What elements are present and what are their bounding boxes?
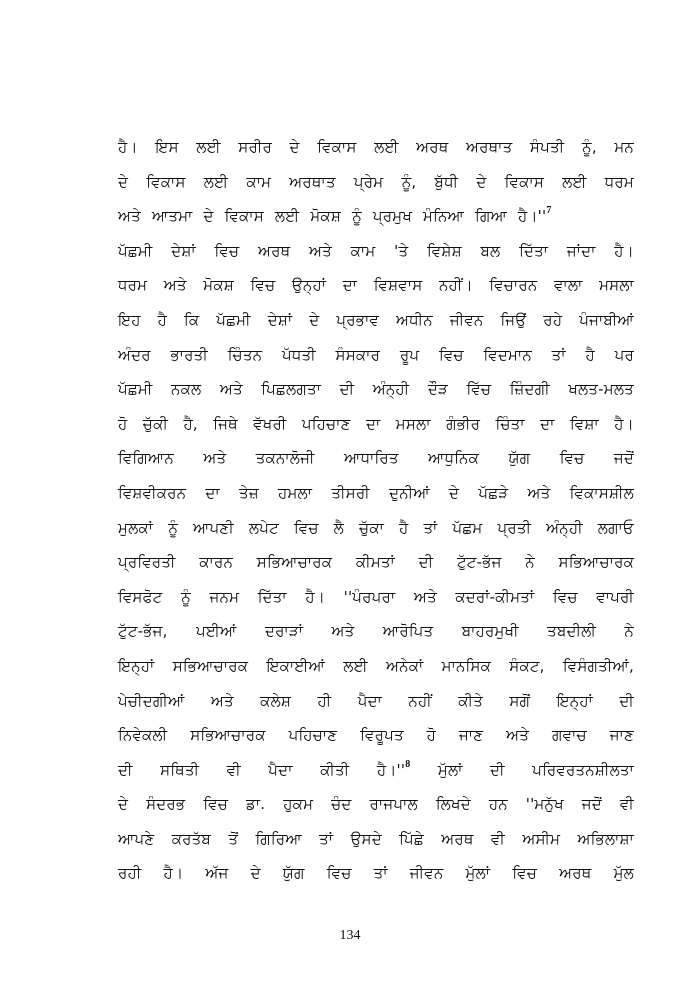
text-line bbox=[118, 580, 634, 615]
text-line bbox=[118, 614, 634, 649]
line-text: ਨਿਵੇਕਲੀ ਸਭਿਆਚਾਰਕ ਪਹਿਚਾਣ ਵਿਰੂਪਤ ਹੋ ਜਾਣ ਅਤੇ ਗਵਾਚ ਜਾਣ bbox=[118, 726, 634, 745]
text-line bbox=[118, 338, 634, 373]
text-line bbox=[118, 718, 634, 753]
text-line bbox=[118, 303, 634, 338]
text-line bbox=[118, 753, 634, 788]
footnote-marker: 7 bbox=[546, 205, 552, 217]
text-line bbox=[118, 649, 634, 684]
line-text: ਧਰਮ ਅਤੇ ਮੋਕਸ਼ ਵਿਚ ਉਨ੍ਹਾਂ ਦਾ ਵਿਸ਼ਵਾਸ ਨਹੀਂ। ਵਿਚਾਰਨ ਵਾਲਾ ਮਸਲਾ bbox=[118, 276, 634, 295]
line-text: ਰਹੀ ਹੈ। ਅੱਜ ਦੇ ਯੁੱਗ ਵਿਚ ਤਾਂ ਜੀਵਨ ਮੁੱਲਾਂ ਵਿਚ ਅਰਥ ਮੁੱਲ bbox=[118, 864, 634, 883]
line-text: ਇਨ੍ਹਾਂ ਸਭਿਆਚਾਰਕ ਇਕਾਈਆਂ ਲਈ ਅਨੇਕਾਂ ਮਾਨਸਿਕ ਸੰਕਟ, ਵਿਸੰਗਤੀਆਂ, bbox=[118, 656, 634, 675]
page-number: 134 bbox=[339, 928, 361, 943]
text-line bbox=[118, 268, 634, 303]
text-line bbox=[118, 545, 634, 580]
text-line bbox=[118, 234, 634, 269]
line-text: ਟੁੱਟ-ਭੱਜ, ਪਈਆਂ ਦਰਾੜਾਂ ਅਤੇ ਆਰੋਪਿਤ ਬਾਹਰਮੁਖੀ ਤਬਦੀਲੀ ਨੇ bbox=[118, 622, 634, 641]
line-text: ਆਪਣੇ ਕਰਤੱਬ ਤੋਂ ਗਿਰਿਆ ਤਾਂ ਉਸਦੇ ਪਿੱਛੇ ਅਰਥ ਵੀ ਅਸੀਮ ਅਭਿਲਾਸ਼ਾ bbox=[118, 829, 634, 848]
line-text: ਮੁੱਲਾਂ ਦੀ ਪਰਿਵਰਤਨਸ਼ੀਲਤਾ bbox=[410, 760, 634, 779]
text-line bbox=[118, 130, 634, 165]
line-text: ਦੇ ਸੰਦਰਭ ਵਿਚ ਡਾ. ਹੁਕਮ ਚੰਦ ਰਾਜਪਾਲ ਲਿਖਦੇ ਹਨ ''ਮਨੁੱਖ ਜਦੋਂ ਵੀ bbox=[118, 795, 634, 814]
line-text: ਪੱਛਮੀ ਦੇਸ਼ਾਂ ਵਿਚ ਅਰਥ ਅਤੇ ਕਾਮ 'ਤੇ ਵਿਸ਼ੇਸ਼ ਬਲ ਦਿੱਤਾ ਜਾਂਦਾ ਹੈ। bbox=[118, 241, 634, 260]
text-line bbox=[118, 199, 634, 234]
line-text: ਦੇ ਵਿਕਾਸ ਲਈ ਕਾਮ ਅਰਥਾਤ ਪ੍ਰੇਮ ਨੂੰ, ਬੁੱਧੀ ਦੇ ਵਿਕਾਸ ਲਈ ਧਰਮ bbox=[118, 172, 634, 191]
text-line bbox=[118, 407, 634, 442]
line-text: ਮੁਲਕਾਂ ਨੂੰ ਆਪਣੀ ਲਪੇਟ ਵਿਚ ਲੈ ਚੁੱਕਾ ਹੈ ਤਾਂ ਪੱਛਮ ਪ੍ਰਤੀ ਅੰਨ੍ਹੀ ਲਗਾਓ bbox=[118, 518, 634, 537]
line-text: ਵਿਸ਼ਵੀਕਰਨ ਦਾ ਤੇਜ਼ ਹਮਲਾ ਤੀਸਰੀ ਦੁਨੀਆਂ ਦੇ ਪੱਛੜੇ ਅਤੇ ਵਿਕਾਸਸ਼ੀਲ bbox=[118, 483, 634, 502]
text-line bbox=[118, 856, 634, 891]
text-line bbox=[118, 441, 634, 476]
line-text: ਹੈ। ਇਸ ਲਈ ਸਰੀਰ ਦੇ ਵਿਕਾਸ ਲਈ ਅਰਥ ਅਰਥਾਤ ਸੰਪਤੀ ਨੂੰ, ਮਨ bbox=[118, 138, 634, 156]
body-paragraph bbox=[118, 130, 634, 891]
line-text: ਹੋ ਚੁੱਕੀ ਹੈ, ਜਿਥੇ ਵੱਖਰੀ ਪਹਿਚਾਣ ਦਾ ਮਸਲਾ ਗੰਭੀਰ ਚਿੰਤਾ ਦਾ ਵਿਸ਼ਾ ਹੈ। bbox=[118, 414, 634, 433]
text-line bbox=[118, 787, 634, 822]
text-line bbox=[118, 822, 634, 857]
text-line bbox=[118, 684, 634, 719]
line-text: ਦੀ ਸਥਿਤੀ ਵੀ ਪੈਦਾ ਕੀਤੀ ਹੈ।'' bbox=[118, 760, 406, 779]
line-text: ਪੇਚੀਦਗੀਆਂ ਅਤੇ ਕਲੇਸ਼ ਹੀ ਪੈਦਾ ਨਹੀਂ ਕੀਤੇ ਸਗੋਂ ਇਨ੍ਹਾਂ ਦੀ bbox=[118, 691, 634, 710]
line-text: ਵਿਸਫੋਟ ਨੂੰ ਜਨਮ ਦਿੱਤਾ ਹੈ। ''ਪੰਰਪਰਾ ਅਤੇ ਕਦਰਾਂ-ਕੀਮਤਾਂ ਵਿਚ ਵਾਪਰੀ bbox=[118, 587, 634, 606]
line-text: ਪ੍ਰਵਿਰਤੀ ਕਾਰਨ ਸਭਿਆਚਾਰਕ ਕੀਮਤਾਂ ਦੀ ਟੁੱਟ-ਭੱਜ ਨੇ ਸਭਿਆਚਾਰਕ bbox=[118, 553, 634, 572]
text-line bbox=[118, 372, 634, 407]
footnote-marker: 8 bbox=[405, 758, 411, 770]
line-text: ਅਤੇ ਆਤਮਾ ਦੇ ਵਿਕਾਸ ਲਈ ਮੋਕਸ਼ ਨੂੰ ਪ੍ਰਮੁਖ ਮੰਨਿਆ ਗਿਆ ਹੈ।'' bbox=[118, 207, 547, 226]
text-line bbox=[118, 511, 634, 546]
text-line bbox=[118, 476, 634, 511]
line-text: ਪੱਛਮੀ ਨਕਲ ਅਤੇ ਪਿਛਲਗਤਾ ਦੀ ਅੰਨ੍ਹੀ ਦੌੜ ਵਿੱਚ ਜ਼ਿੰਦਗੀ ਖਲਤ-ਮਲਤ bbox=[118, 380, 634, 399]
text-line bbox=[118, 165, 634, 200]
line-text: ਅੰਦਰ ਭਾਰਤੀ ਚਿੰਤਨ ਪੱਧਤੀ ਸੰਸਕਾਰ ਰੂਪ ਵਿਚ ਵਿਦਮਾਨ ਤਾਂ ਹੈ ਪਰ bbox=[118, 345, 634, 364]
line-text: ਇਹ ਹੈ ਕਿ ਪੱਛਮੀ ਦੇਸ਼ਾਂ ਦੇ ਪ੍ਰਭਾਵ ਅਧੀਨ ਜੀਵਨ ਜਿਉਂ ਰਹੇ ਪੰਜਾਬੀਆਂ bbox=[118, 310, 634, 329]
line-text: ਵਿਗਿਆਨ ਅਤੇ ਤਕਨਾਲੋਜੀ ਆਧਾਰਿਤ ਆਧੁਨਿਕ ਯੁੱਗ ਵਿਚ ਜਦੋਂ bbox=[118, 449, 634, 468]
